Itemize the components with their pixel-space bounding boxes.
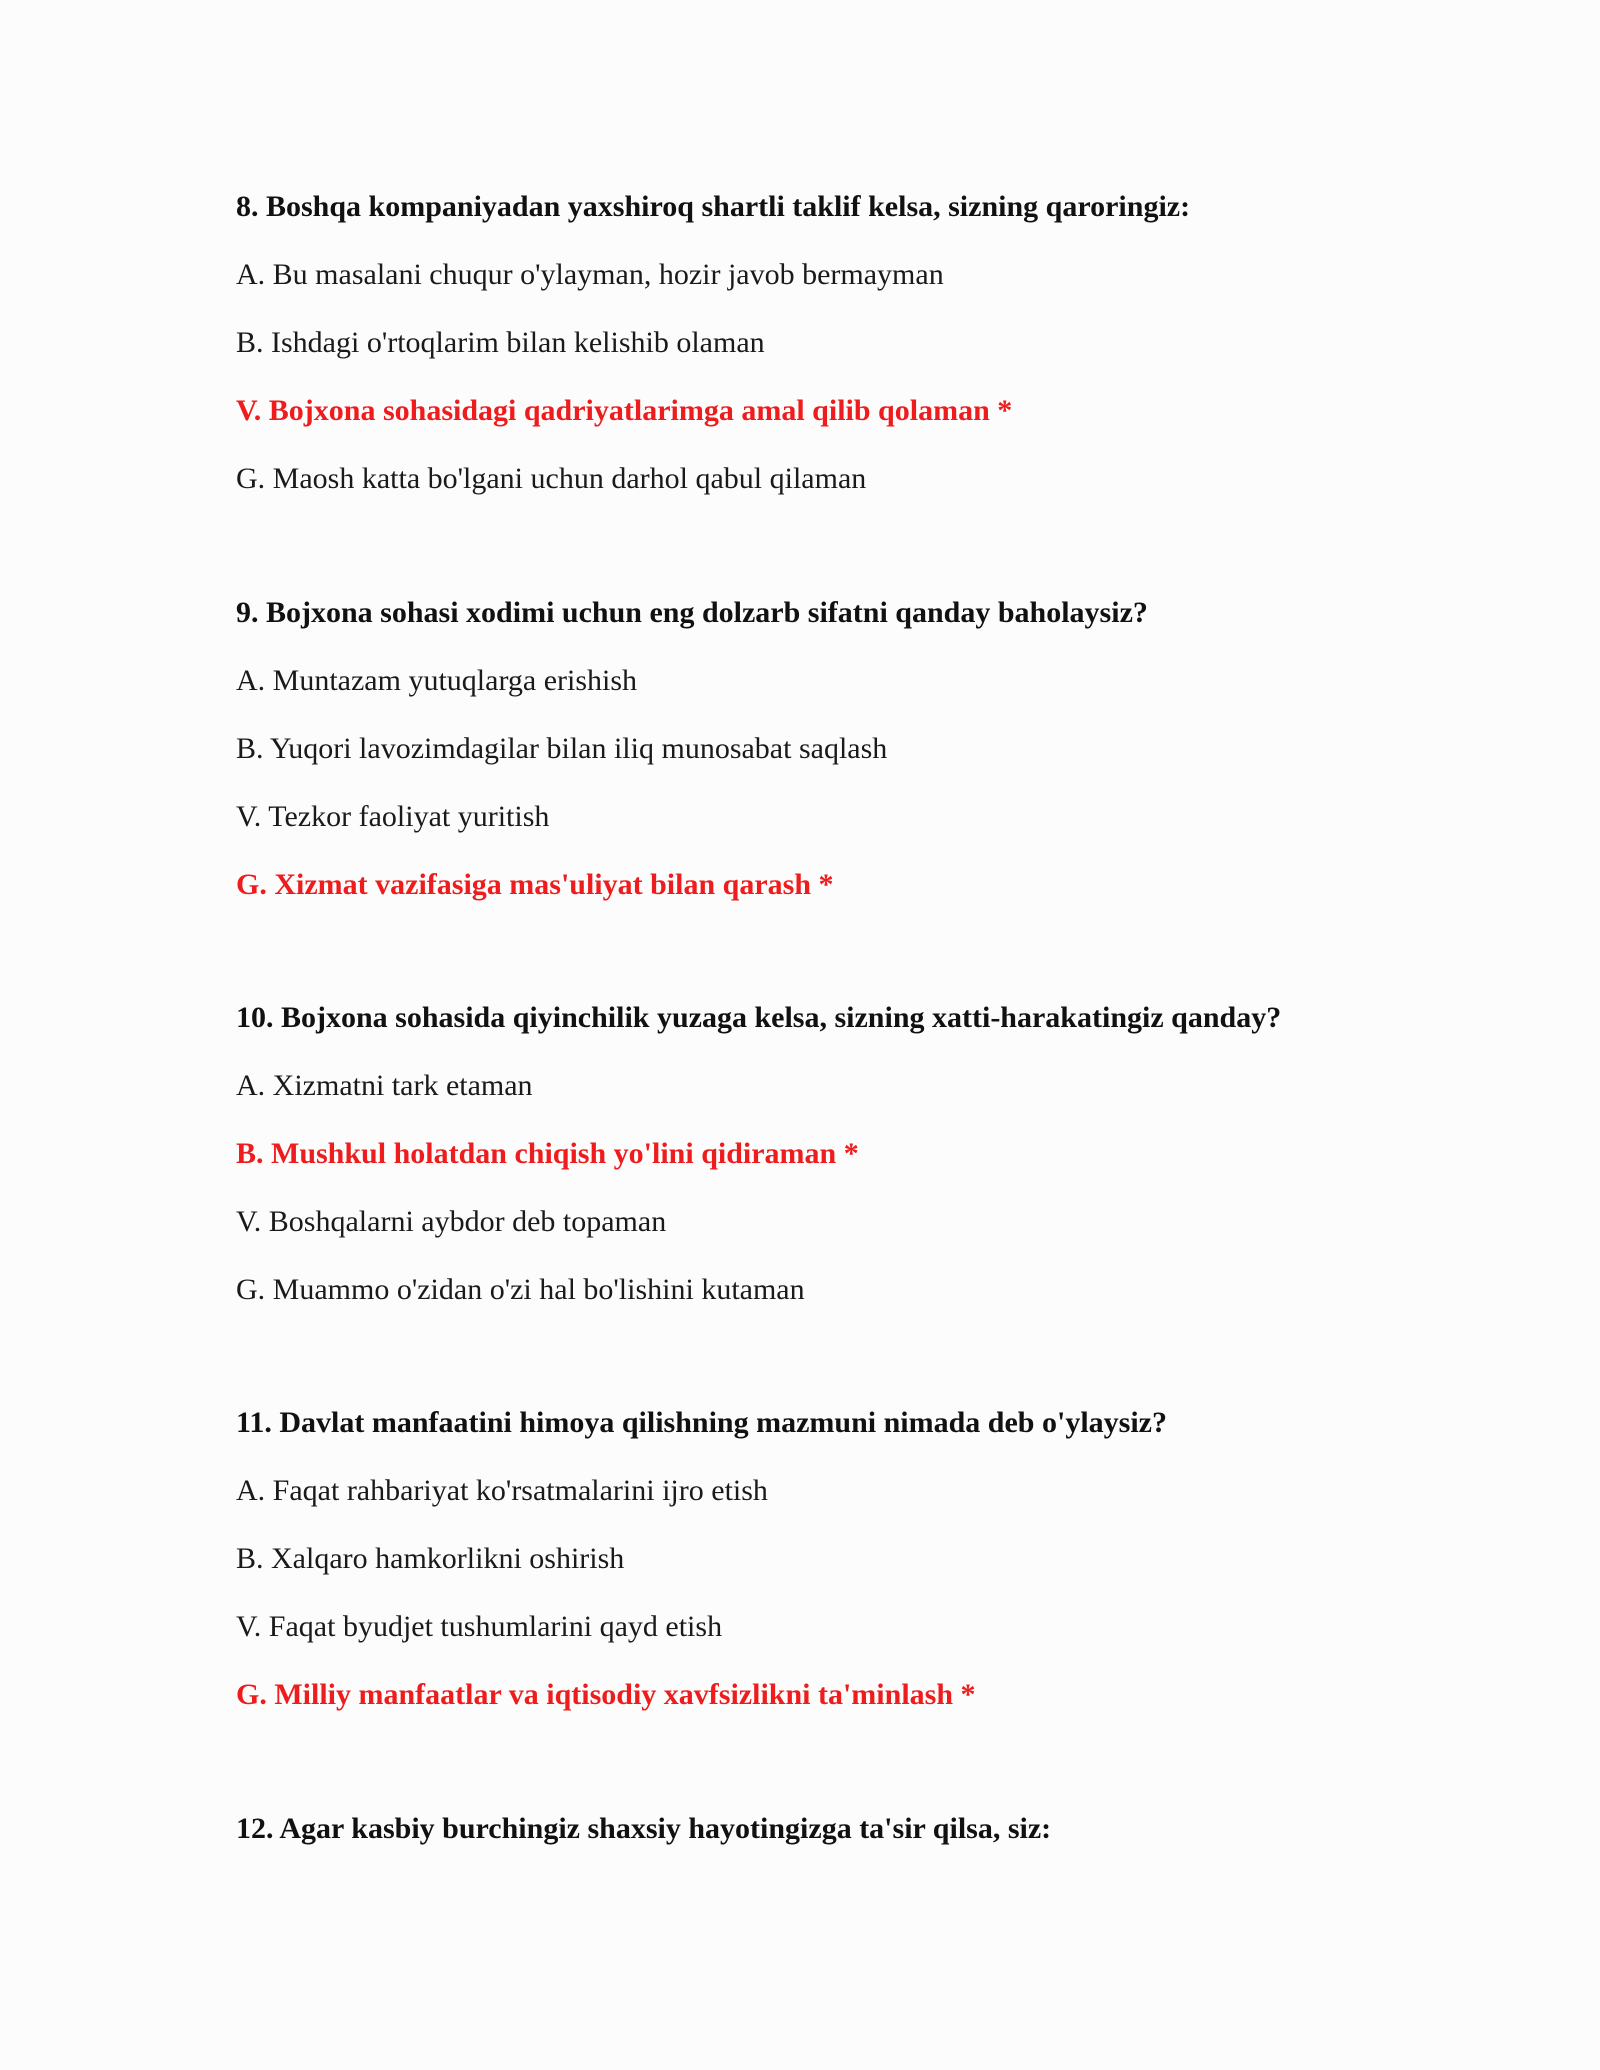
answer-option-a: A. Bu masalani chuqur o'ylayman, hozir javob bermayman xyxy=(236,258,944,291)
answer-option-g: G. Muammo o'zidan o'zi hal bo'lishini kutaman xyxy=(236,1273,805,1306)
question-title: 11. Davlat manfaatini himoya qilishning mazmuni nimada deb o'ylaysiz? xyxy=(236,1406,1167,1439)
question-9 xyxy=(236,595,1436,903)
answer-option-b-correct: B. Mushkul holatdan chiqish yo'lini qidiraman * xyxy=(236,1137,859,1170)
answer-option-b: B. Ishdagi o'rtoqlarim bilan kelishib olaman xyxy=(236,326,765,359)
answer-option-v-correct: V. Bojxona sohasidagi qadriyatlarimga amal qilib qolaman * xyxy=(236,394,1013,427)
answer-option-g-correct: G. Xizmat vazifasiga mas'uliyat bilan qarash * xyxy=(236,868,834,901)
answer-option-b: B. Yuqori lavozimdagilar bilan iliq munosabat saqlash xyxy=(236,732,888,765)
answer-option-v: V. Boshqalarni aybdor deb topaman xyxy=(236,1205,667,1238)
question-11 xyxy=(236,1405,1436,1713)
question-title: 10. Bojxona sohasida qiyinchilik yuzaga kelsa, sizning xatti-harakatingiz qanday? xyxy=(236,1001,1282,1034)
answer-option-a: A. Muntazam yutuqlarga erishish xyxy=(236,664,638,697)
question-title: 8. Boshqa kompaniyadan yaxshiroq shartli taklif kelsa, sizning qaroringiz: xyxy=(236,190,1191,223)
answer-option-g: G. Maosh katta bo'lgani uchun darhol qabul qilaman xyxy=(236,462,867,495)
answer-option-a: A. Xizmatni tark etaman xyxy=(236,1069,533,1102)
answer-option-g-correct: G. Milliy manfaatlar va iqtisodiy xavfsizlikni ta'minlash * xyxy=(236,1678,976,1711)
answer-option-b: B. Xalqaro hamkorlikni oshirish xyxy=(236,1542,625,1575)
question-title: 12. Agar kasbiy burchingiz shaxsiy hayotingizga ta'sir qilsa, siz: xyxy=(236,1812,1052,1845)
question-8 xyxy=(236,189,1436,497)
answer-option-a: A. Faqat rahbariyat ko'rsatmalarini ijro etish xyxy=(236,1474,768,1507)
answer-option-v: V. Tezkor faoliyat yuritish xyxy=(236,800,550,833)
answer-option-v: V. Faqat byudjet tushumlarini qayd etish xyxy=(236,1610,723,1643)
question-12 xyxy=(236,1811,1436,1847)
question-title: 9. Bojxona sohasi xodimi uchun eng dolzarb sifatni qanday baholaysiz? xyxy=(236,596,1148,629)
question-10 xyxy=(236,1000,1436,1308)
